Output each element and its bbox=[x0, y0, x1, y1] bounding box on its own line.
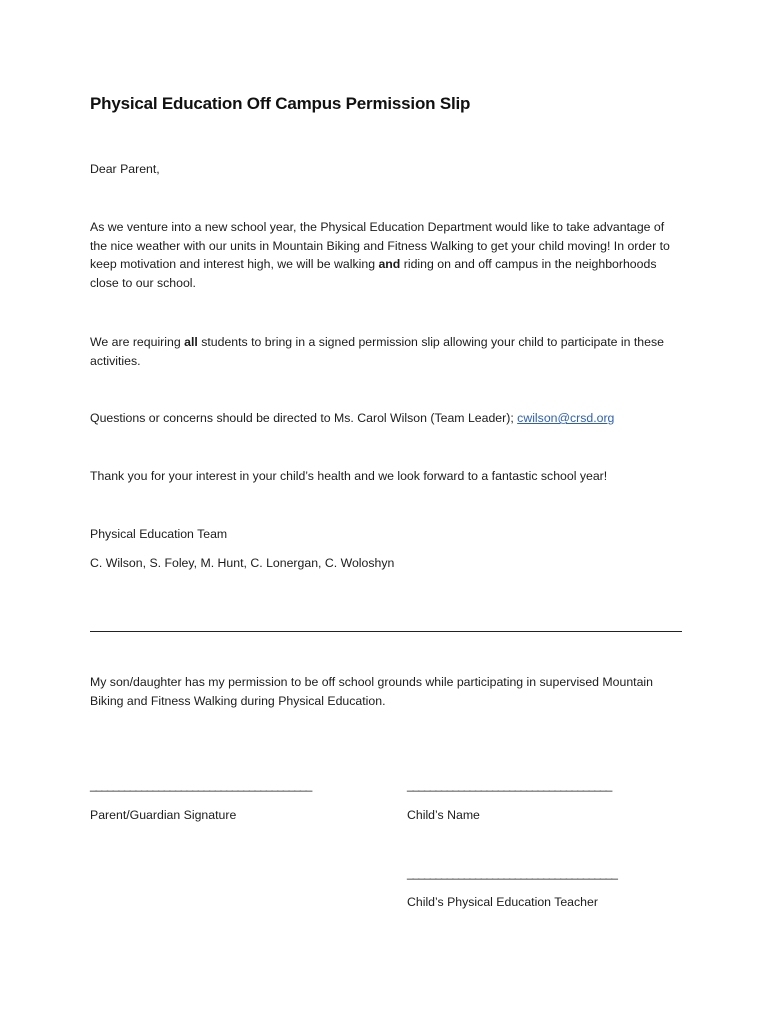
contact-email-link[interactable]: cwilson@crsd.org bbox=[517, 411, 615, 425]
child-name-label: Child’s Name bbox=[407, 808, 480, 822]
requirement-text-start: We are requiring bbox=[90, 335, 185, 349]
intro-bold-word: and bbox=[378, 257, 401, 272]
thanks-paragraph: Thank you for your interest in your child’s health and we look forward to a fantastic school year! bbox=[90, 469, 608, 483]
teacher-name-label: Child’s Physical Education Teacher bbox=[407, 895, 598, 909]
teacher-name-line[interactable]: _____________________________________ bbox=[407, 866, 617, 880]
parent-signature-line[interactable]: _______________________________________ bbox=[90, 778, 312, 792]
questions-text: Questions or concerns should be directed to Ms. Carol Wilson (Team Leader); bbox=[90, 411, 518, 425]
intro-text-start: As we venture into a new school year, the Physical Education Department would like to take advantage of the nice weather with our units in Mountain Biking and Fitness Walking to get your child moving! In order to keep motivation and interest high, we will be walking bbox=[90, 220, 670, 272]
section-divider bbox=[90, 631, 682, 632]
child-name-line[interactable]: ____________________________________ bbox=[407, 778, 612, 792]
requirement-paragraph bbox=[90, 333, 680, 370]
intro-paragraph bbox=[90, 218, 680, 293]
signoff-names: C. Wilson, S. Foley, M. Hunt, C. Lonergan, C. Woloshyn bbox=[90, 556, 395, 570]
greeting: Dear Parent, bbox=[90, 162, 160, 176]
requirement-text-end: students to bring in a signed permission slip allowing your child to participate in these activities. bbox=[90, 335, 664, 368]
permission-statement: My son/daughter has my permission to be off school grounds while participating in supervised Mountain Biking and Fitness Walking during Physical Education. bbox=[90, 675, 654, 708]
parent-signature-label: Parent/Guardian Signature bbox=[90, 808, 237, 822]
questions-paragraph bbox=[90, 409, 680, 428]
intro-text-end: riding on and off campus in the neighborhoods close to our school. bbox=[90, 257, 657, 291]
signoff-team: Physical Education Team bbox=[90, 527, 228, 541]
requirement-bold-word: all bbox=[184, 335, 198, 349]
page-title: Physical Education Off Campus Permission Slip bbox=[90, 94, 471, 113]
